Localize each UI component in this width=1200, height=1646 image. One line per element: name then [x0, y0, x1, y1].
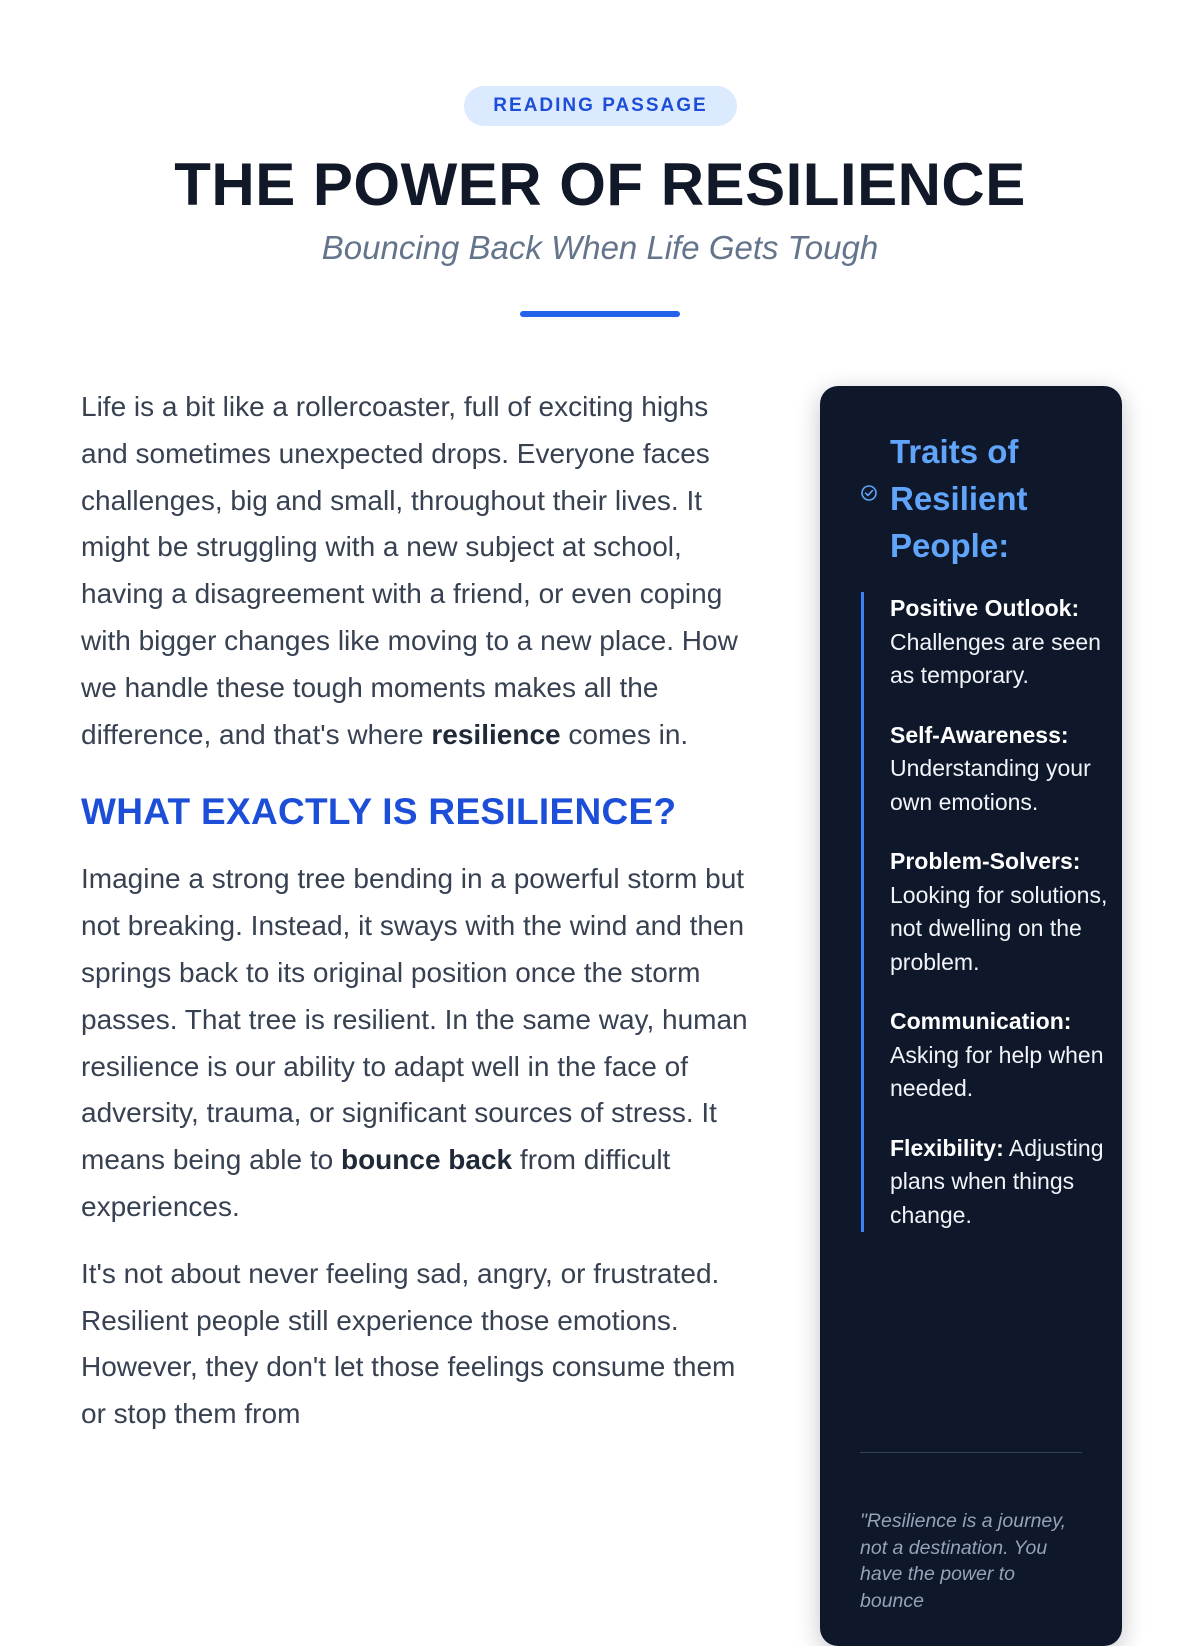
traits-sidebar	[820, 386, 1122, 1646]
trait-text: Asking for help when needed.	[890, 1041, 1104, 1101]
title-divider	[520, 311, 680, 317]
trait-text: Understanding your own emotions.	[890, 755, 1091, 815]
definition-bold-term: bounce back	[340, 1144, 513, 1176]
trait-item	[890, 592, 1111, 693]
sidebar-title: Traits of Resilient People:	[890, 433, 1028, 564]
trait-label: Self-Awareness:	[890, 721, 1069, 748]
trait-text: Challenges are seen as temporary.	[890, 628, 1101, 688]
trait-label: Problem-Solvers:	[890, 848, 1081, 874]
section-heading: WHAT EXACTLY IS RESILIENCE?	[81, 791, 677, 833]
trait-label: Communication:	[890, 1008, 1072, 1034]
sidebar-divider	[860, 1452, 1082, 1453]
intro-paragraph	[81, 384, 761, 758]
page-subtitle: Bouncing Back When Life Gets Tough	[321, 229, 879, 266]
trait-item	[890, 719, 1111, 820]
intro-text: Life is a bit like a rollercoaster, full of exciting highs and sometimes unexpected drops. Everyone faces challenges, big and small, throughout their lives. It might be struggling with a new subject at school, having a disagreement with a friend, or even coping with bigger changes like moving to a new place. How we handle these tough moments makes all the difference, and that's where	[81, 391, 738, 750]
trait-item	[890, 1005, 1111, 1106]
traits-list	[861, 592, 1111, 1232]
definition-paragraph	[81, 856, 761, 1230]
check-circle-icon	[860, 484, 878, 502]
article-body	[81, 384, 761, 1458]
trait-label: Positive Outlook:	[890, 595, 1080, 621]
trait-text: Looking for solutions, not dwelling on the problem.	[890, 881, 1108, 975]
reading-passage-badge: READING PASSAGE	[464, 86, 737, 126]
definition-text: Imagine a strong tree bending in a powerful storm but not breaking. Instead, it sways with the wind and then springs back to its original position once the storm passes. That tree is resilient. In the same way, human resilience is our ability to adapt well in the face of adversity, trauma, or significant sources of stress. It means being able to	[81, 863, 748, 1176]
intro-text-end: comes in.	[560, 718, 689, 750]
emotions-paragraph: It's not about never feeling sad, angry, or frustrated. Resilient people still experience those emotions. However, they don't let those feelings consume them or stop them from	[81, 1257, 736, 1430]
intro-bold-term: resilience	[431, 718, 561, 750]
trait-label: Flexibility:	[890, 1134, 1004, 1161]
trait-text: Adjusting plans when things change.	[890, 1134, 1104, 1228]
definition-text-end: from difficult experiences.	[81, 1144, 671, 1222]
trait-item	[890, 845, 1111, 979]
trait-item	[890, 1132, 1111, 1233]
page-title: THE POWER OF RESILIENCE	[174, 151, 1026, 218]
sidebar-quote: "Resilience is a journey, not a destination. You have the power to bounce	[860, 1510, 1066, 1612]
